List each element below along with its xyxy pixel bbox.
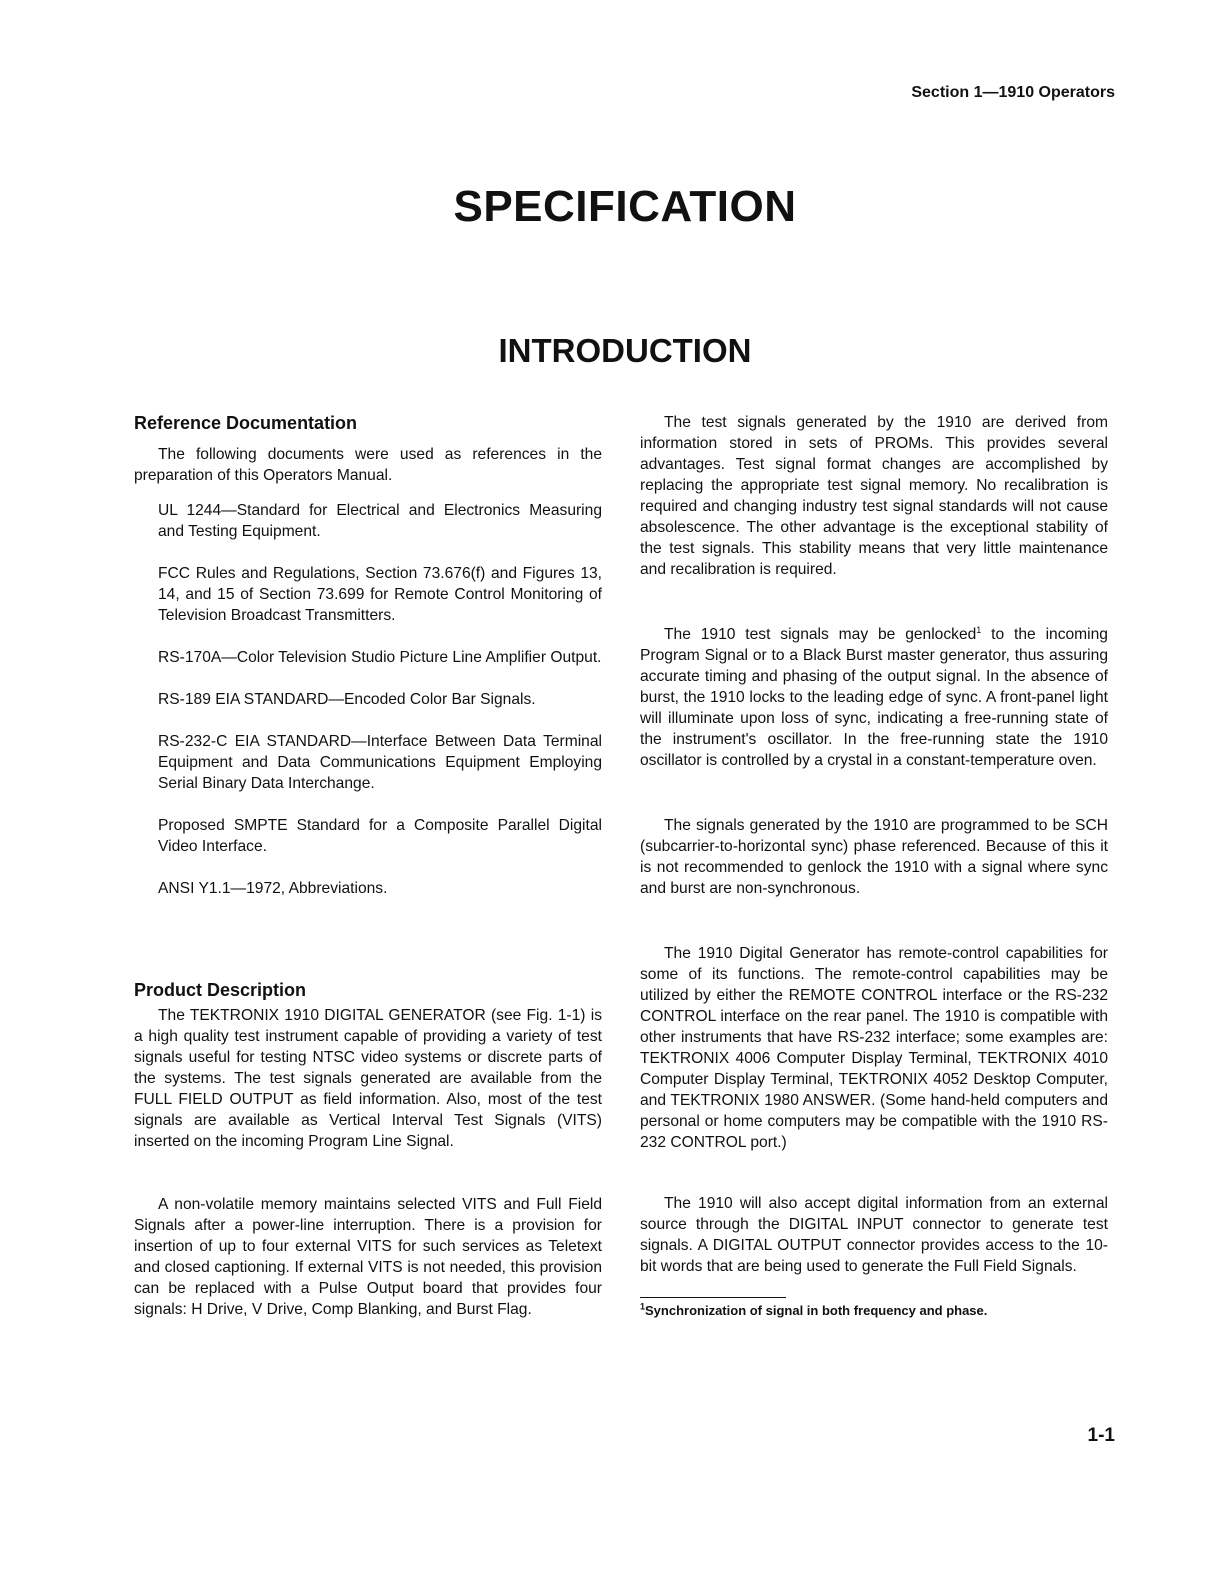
reference-item: UL 1244—Standard for Electrical and Electronics Measuring and Testing Equipment. — [158, 502, 602, 540]
body-paragraph: The signals generated by the 1910 are programmed to be SCH (subcarrier-to-horizontal sync) phase referenced. Because of this it is not recommended to genlock the 1910 with a signal where sync and burst are non-synchronous. — [640, 817, 1108, 897]
product-description-paragraph: The TEKTRONIX 1910 DIGITAL GENERATOR (see Fig. 1-1) is a high quality test instrument capable of providing a variety of test signals useful for testing NTSC video systems or discrete parts of the systems. The test signals generated are available from the FULL FIELD OUTPUT as field information. Also, most of the test signals are available as Vertical Interval Test Signals (VITS) inserted on the incoming Program Line Signal. — [134, 1007, 602, 1150]
running-head: Section 1—1910 Operators — [911, 84, 1115, 101]
reference-item: RS-170A—Color Television Studio Picture Line Amplifier Output. — [158, 649, 602, 666]
reference-intro: The following documents were used as references in the preparation of this Operators Manual. — [134, 446, 602, 484]
footnote-mark: 1 — [640, 1301, 646, 1312]
body-paragraph: The 1910 Digital Generator has remote-control capabilities for some of its functions. The remote-control capabilities may be utilized by either the REMOTE CONTROL interface or the RS-232 CONTROL interface on the rear panel. The 1910 is compatible with other instruments that have RS-232 interface; some examples are: TEKTRONIX 4006 Computer Display Terminal, TEKTRONIX 4010 Computer Display Terminal, TEKTRONIX 4052 Desktop Computer, and TEKTRONIX 1980 ANSWER. (Some hand-held computers and personal or home computers may be compatible with the 1910 RS-232 CONTROL port.) — [640, 945, 1108, 1151]
reference-documentation-heading: Reference Documentation — [134, 413, 358, 433]
reference-item: RS-189 EIA STANDARD—Encoded Color Bar Signals. — [158, 691, 536, 708]
body-paragraph: The 1910 will also accept digital information from an external source through the DIGITAL INPUT connector to generate test signals. A DIGITAL OUTPUT connector provides access to the 10-bit words that are being used to generate the Full Field Signals. — [640, 1195, 1108, 1275]
footnote-text: Synchronization of signal in both frequency and phase. — [645, 1303, 988, 1318]
product-description-heading: Product Description — [134, 980, 307, 1000]
footnote-rule — [640, 1297, 786, 1298]
genlock-text-continued: to the incoming Program Signal or to a Black Burst master generator, thus assuring accurate timing and phasing of the output signal. In the absence of burst, the 1910 locks to the leading edge of sync. A front-panel light will illuminate upon loss of sync, indicating a free-running state of the instrument's oscillator. In the free-running state the 1910 oscillator is controlled by a crystal in a constant-temperature oven. — [640, 626, 1108, 769]
left-column — [134, 412, 602, 1320]
page-title: SPECIFICATION — [453, 182, 797, 231]
section-title: INTRODUCTION — [498, 332, 752, 369]
reference-item: RS-232-C EIA STANDARD—Interface Between Data Terminal Equipment and Data Communications Equipment Employing Serial Binary Data Interchange. — [158, 733, 602, 792]
product-description-paragraph: A non-volatile memory maintains selected VITS and Full Field Signals after a power-line interruption. There is a provision for insertion of up to four external VITS for such services as Teletext and closed captioning. If external VITS is not needed, this provision can be replaced with a Pulse Output board that provides four signals: H Drive, V Drive, Comp Blanking, and Burst Flag. — [134, 1196, 602, 1318]
footnote-reference: 1 — [976, 624, 982, 635]
body-paragraph: The test signals generated by the 1910 are derived from information stored in sets of PROMs. This provides several advantages. Test signal format changes are accomplished by replacing the appropriate test signal memory. No recalibration is required and changing industry test signal standards will not cause absolescence. The other advantage is the exceptional stability of the test signals. This stability means that very little maintenance and recalibration is required. — [640, 414, 1108, 578]
body-paragraph-genlock — [640, 624, 1108, 771]
footnote — [640, 1302, 1108, 1319]
page-number: 1-1 — [1087, 1425, 1115, 1446]
reference-list — [158, 500, 602, 899]
reference-item: FCC Rules and Regulations, Section 73.676(f) and Figures 13, 14, and 15 of Section 73.699 for Remote Control Monitoring of Television Broadcast Transmitters. — [158, 565, 602, 624]
reference-item: ANSI Y1.1—1972, Abbreviations. — [158, 880, 388, 897]
reference-item: Proposed SMPTE Standard for a Composite Parallel Digital Video Interface. — [158, 817, 602, 855]
genlock-text: The 1910 test signals may be genlocked — [664, 626, 977, 643]
right-column — [640, 412, 1108, 1319]
